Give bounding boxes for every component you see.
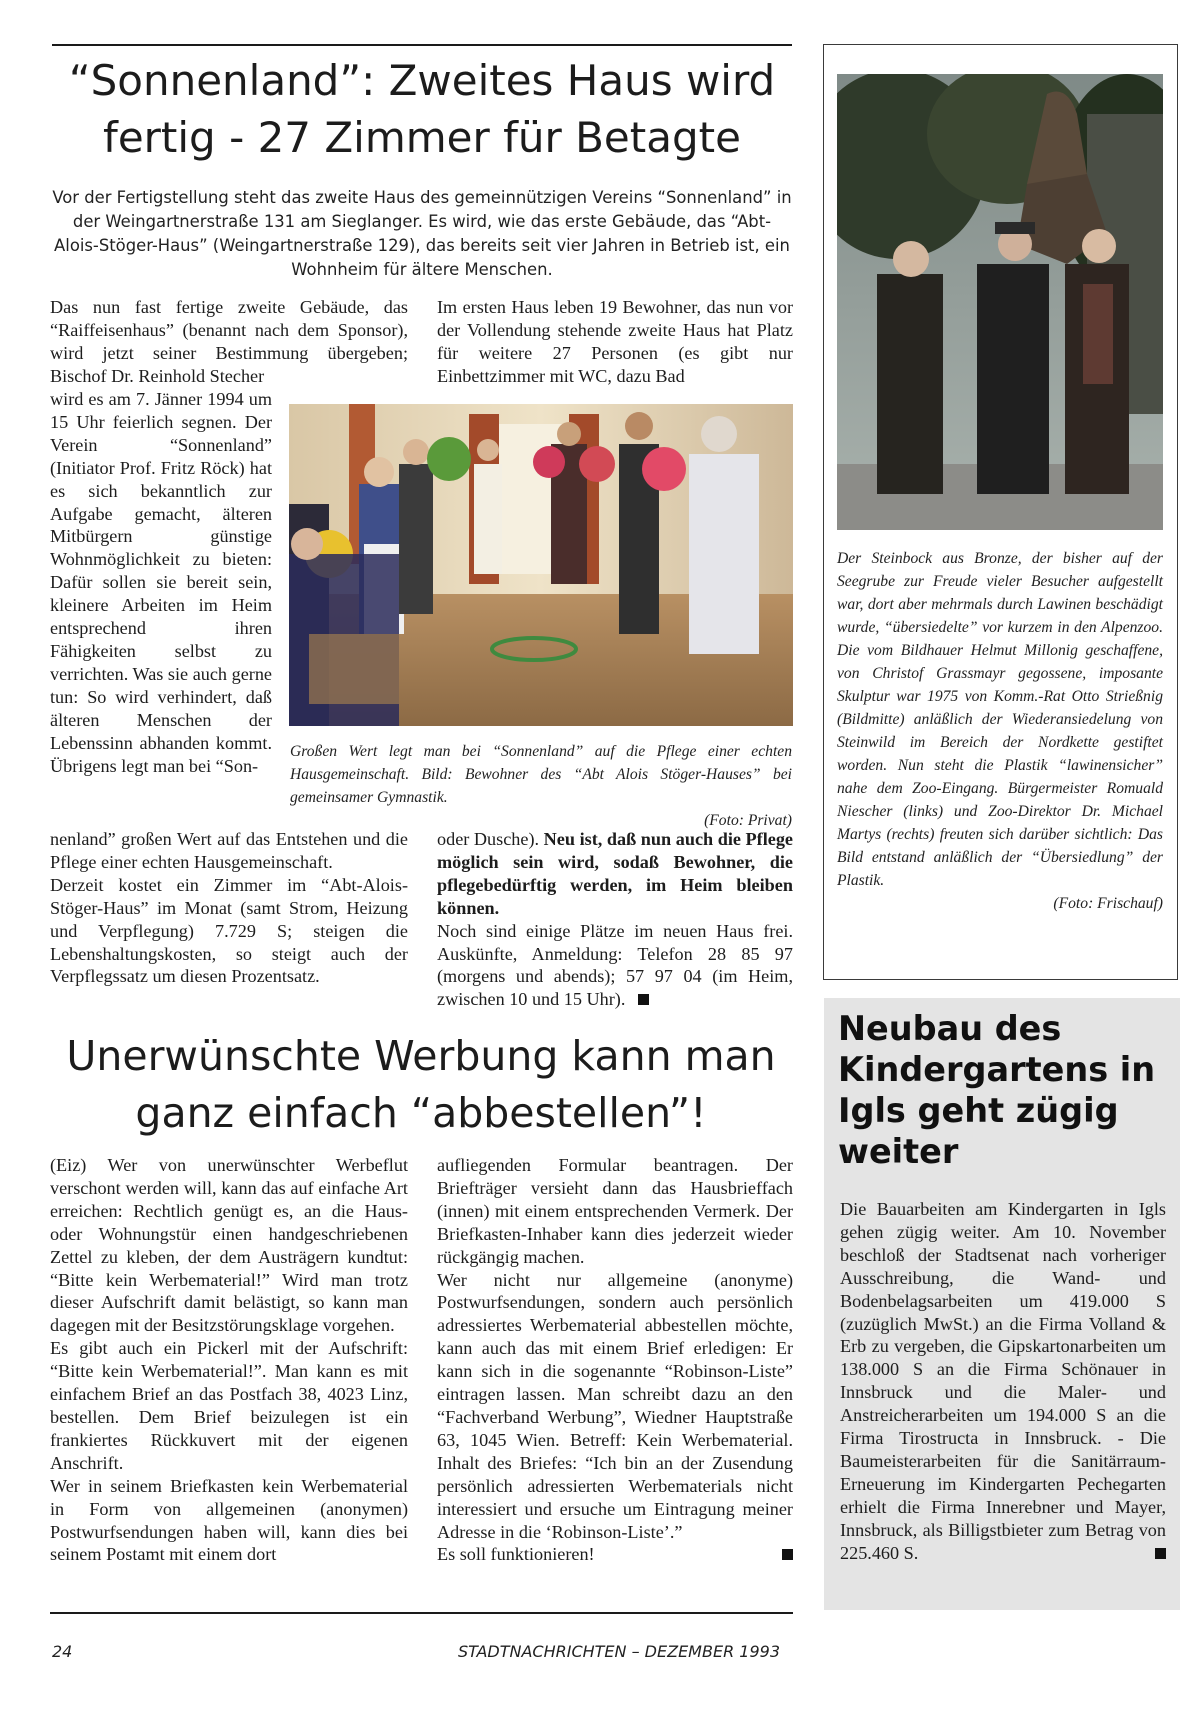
article1-col1-top-text: Das nun fast fertige zweite Gebäude, das “Raiffeisenhaus” (benannt nach dem Sponsor), wird jetzt seiner Bestimmung übergeben; Bischof Dr. Reinhold Stecher: [50, 297, 408, 386]
article2-col1-p3: Wer in seinem Briefkasten kein Werbematerial in Form von allgemeinen (anonymen) Postwurfsendungen haben will, kann dies bei seinem Postamt mit einem dort: [50, 1475, 408, 1565]
article3-headline: Neubau des Kindergartens in Igls geht zügig weiter: [838, 1009, 1156, 1171]
ibex-caption-text: Der Steinbock aus Bronze, der bisher auf der Seegrube zur Freude vieler Besucher aufgestellt war, dort aber mehrmals durch Lawinen beschädigt wurde, “übersiedelte” vor kurzem in den Alpenzoo. Die vom Bildhauer Helmut Millonig geschaffene, von Christof Grassmayr gegossene, imposante Skulptur war 1975 von Komm.-Rat Otto Strießnig (Bildmitte) anläßlich der Wiederansiedelung von Steinwild im Bereich der Nordkette gestiftet worden. Nun steht die Plastik “lawinensicher” nahe dem Zoo-Eingang. Bürgermeister Romuald Niescher (links) und Zoo-Direktor Dr. Michael Martys (rechts) freuten sich darüber sichtlich: Das Bild entstand anläßlich der “Übersiedlung” der Plastik.: [837, 550, 1163, 889]
top-rule: [52, 44, 792, 46]
end-mark-wrap: [774, 1543, 793, 1566]
gymnastics-photo-caption: [290, 740, 792, 832]
article1-col2-bottom-para: [437, 828, 793, 920]
article3-body-wrap: [840, 1198, 1166, 1565]
article1-col2-bold: Neu ist, daß nun auch die Pflege möglich sein wird, sodaß Bewohner, die pflegebedürftig werden, im Heim bleiben können.: [437, 829, 794, 918]
article1-col1-bottom-text: nenland” großen Wert auf das Entstehen und die Pflege einer echten Hausgemeinschaft.: [50, 829, 408, 872]
article1-col2-bottom-end-para: [437, 920, 793, 1012]
article2-col2-p2: Wer nicht nur allgemeine (anonyme) Postwurfsendungen, sondern auch persönlich adressiertes Werbematerial abbestellen möchte, kann auch das mit einem Brief erledigen: Er kann sich in die sogenannte “Robinson-Liste” eintragen lassen. Man schreibt dazu an den “Fachverband Werbung”, Wiedner Hauptstraße 63, 1045 Wien. Betreff: Kein Werbematerial. Inhalt des Briefes: “Ich bin an der Zusendung persönlich adressierten Werbematerials nicht interessiert und ersuche um Eintragung meiner Adresse in die ‘Robinson-Liste’.”: [437, 1269, 793, 1542]
article1-lede: Vor der Fertigstellung steht das zweite Haus des gemeinnützigen Vereins “Sonnenland” in der Weingartnerstraße 131 am Sieglanger. Es wird, wie das erste Gebäude, das “Abt-Alois-Stöger-Haus” (Weingartnerstraße 129), das bereits seit vier Jahren in Betrieb ist, ein Wohnheim für ältere Menschen.: [52, 188, 792, 279]
ibex-photo-caption: [837, 547, 1163, 915]
publication-footer: STADTNACHRICHTEN – DEZEMBER 1993: [458, 1642, 780, 1661]
article1-col1-bottom: [50, 828, 408, 988]
article1-headline: “Sonnenland”: Zweites Haus wird fertig - 27 Zimmer für Betagte: [68, 56, 776, 162]
article1-col2-bottom: [437, 828, 793, 1011]
gymnastics-photo: [289, 404, 793, 726]
article1-col1-top: [50, 296, 408, 388]
article2-col1: [50, 1154, 408, 1566]
gymnastics-photo-credit: (Foto: Privat): [704, 812, 792, 829]
bottom-rule: [50, 1612, 793, 1614]
ibex-sculpture-photo: [837, 74, 1163, 530]
end-mark-wrap: [1147, 1542, 1166, 1565]
end-mark-icon: [1155, 1548, 1166, 1559]
article2-col2-p1: aufliegenden Formular beantragen. Der Briefträger versieht dann das Hausbrieffach (innen) mit einem entsprechenden Vermerk. Der Briefkasten-Inhaber kann dies jederzeit wieder rückgängig machen.: [437, 1155, 793, 1267]
article1-col2-bottom-start: oder Dusche).: [437, 829, 540, 849]
article1-col1-narrow: [50, 388, 272, 777]
end-mark-icon: [638, 994, 649, 1005]
article1-col1-bottom2-text: Derzeit kostet ein Zimmer im “Abt-Alois-Stöger-Haus” im Monat (samt Strom, Heizung und Verpflegung) 7.729 S; steigen die Lebenshaltungskosten, so steigt auch der Verpflegssatz um diesen Prozentsatz.: [50, 874, 408, 987]
end-mark-icon: [782, 1549, 793, 1560]
article2-col2-p3-para: [437, 1543, 793, 1566]
article1-col2-top-text: Im ersten Haus leben 19 Bewohner, das nun vor der Vollendung stehende zweite Haus hat Platz für weitere 27 Personen (es gibt nur Einbettzimmer mit WC, dazu Bad: [437, 297, 793, 386]
article1-col2-bottom-end: Noch sind einige Plätze im neuen Haus frei. Auskünfte, Anmeldung: Telefon 28 85 97 (morgens und abends); 57 97 04 (im Heim, zwischen 10 und 15 Uhr).: [437, 920, 793, 1010]
article2-col2-p3: Es soll funktionieren!: [437, 1544, 595, 1565]
kindergarten-box: [824, 998, 1180, 1610]
gymnastics-caption-text: Großen Wert legt man bei “Sonnenland” auf die Pflege einer echten Hausgemeinschaft. Bild: Bewohner des “Abt Alois Stöger-Hauses” bei gemeinsamer Gymnastik.: [290, 743, 792, 806]
article2-headline: Unerwünschte Werbung kann man ganz einfach “abbestellen”!: [66, 1032, 776, 1137]
page-number: 24: [52, 1642, 73, 1661]
article2-col1-p2: Es gibt auch ein Pickerl mit der Aufschrift: “Bitte kein Werbematerial!”. Man kann es mit einfachem Brief an das Postfach 38, 4023 Linz, bestellen. Dem Brief beizulegen ist ein frankiertes Rückkuvert mit der eigenen Anschrift.: [50, 1338, 408, 1473]
article3-body: Die Bauarbeiten am Kindergarten in Igls gehen zügig weiter. Am 10. November beschloß der Stadtsenat nach vorheriger Ausschreibung, die Wand- und Bodenbelagsarbeiten um 419.000 S (zuzüglich MwSt.) an die Firma Volland & Erb zu vergeben, die Gipskartonarbeiten um 138.000 S an die Firma Schönauer in Innsbruck und die Maler- und Anstreicherarbeiten um 194.000 S an die Firma Tirostructa in Innsbruck. - Die Baumeisterarbeiten für die Sanitärraum-Erneuerung im Kindergarten Pechegarten erhielt die Firma Innerebner und Mayer, Innsbruck, als Billigstbieter zum Betrag von 225.460 S.: [840, 1199, 1166, 1563]
article2-col2: [437, 1154, 793, 1566]
sidebar-photo-box: [823, 44, 1178, 980]
article2-col1-p1: (Eiz) Wer von unerwünschter Werbeflut verschont werden will, kann das auf einfache Art erreichen: Rechtlich genügt es, an die Haus- oder Wohnungstür einen handgeschriebenen Zettel zu kleben, der dem Austrägern kundtut: “Bitte kein Werbematerial!” Wird man trotz dieser Aufschrift damit belästigt, so kann man dagegen mit der Besitzstörungsklage vorgehen.: [50, 1155, 408, 1336]
article1-col1-narrow-text: wird es am 7. Jänner 1994 um 15 Uhr feierlich segnen. Der Verein “Sonnenland” (Initiator Prof. Fritz Röck) hat es sich bekanntlich zur Aufgabe gemacht, älteren Mitbürgern günstige Wohnmöglichkeit zu bieten: Dafür sollen sie bereit sein, kleinere Arbeiten im Heim entsprechend ihren Fähigkeiten selbst zu verrichten. Was sie auch gerne tun: So wird verhindert, daß älteren Menschen der Lebenssinn abhanden kommt. Übrigens legt man bei “Son-: [50, 389, 272, 776]
ibex-photo-credit: (Foto: Frischauf): [1053, 895, 1163, 912]
article1-col2-top: [437, 296, 793, 388]
